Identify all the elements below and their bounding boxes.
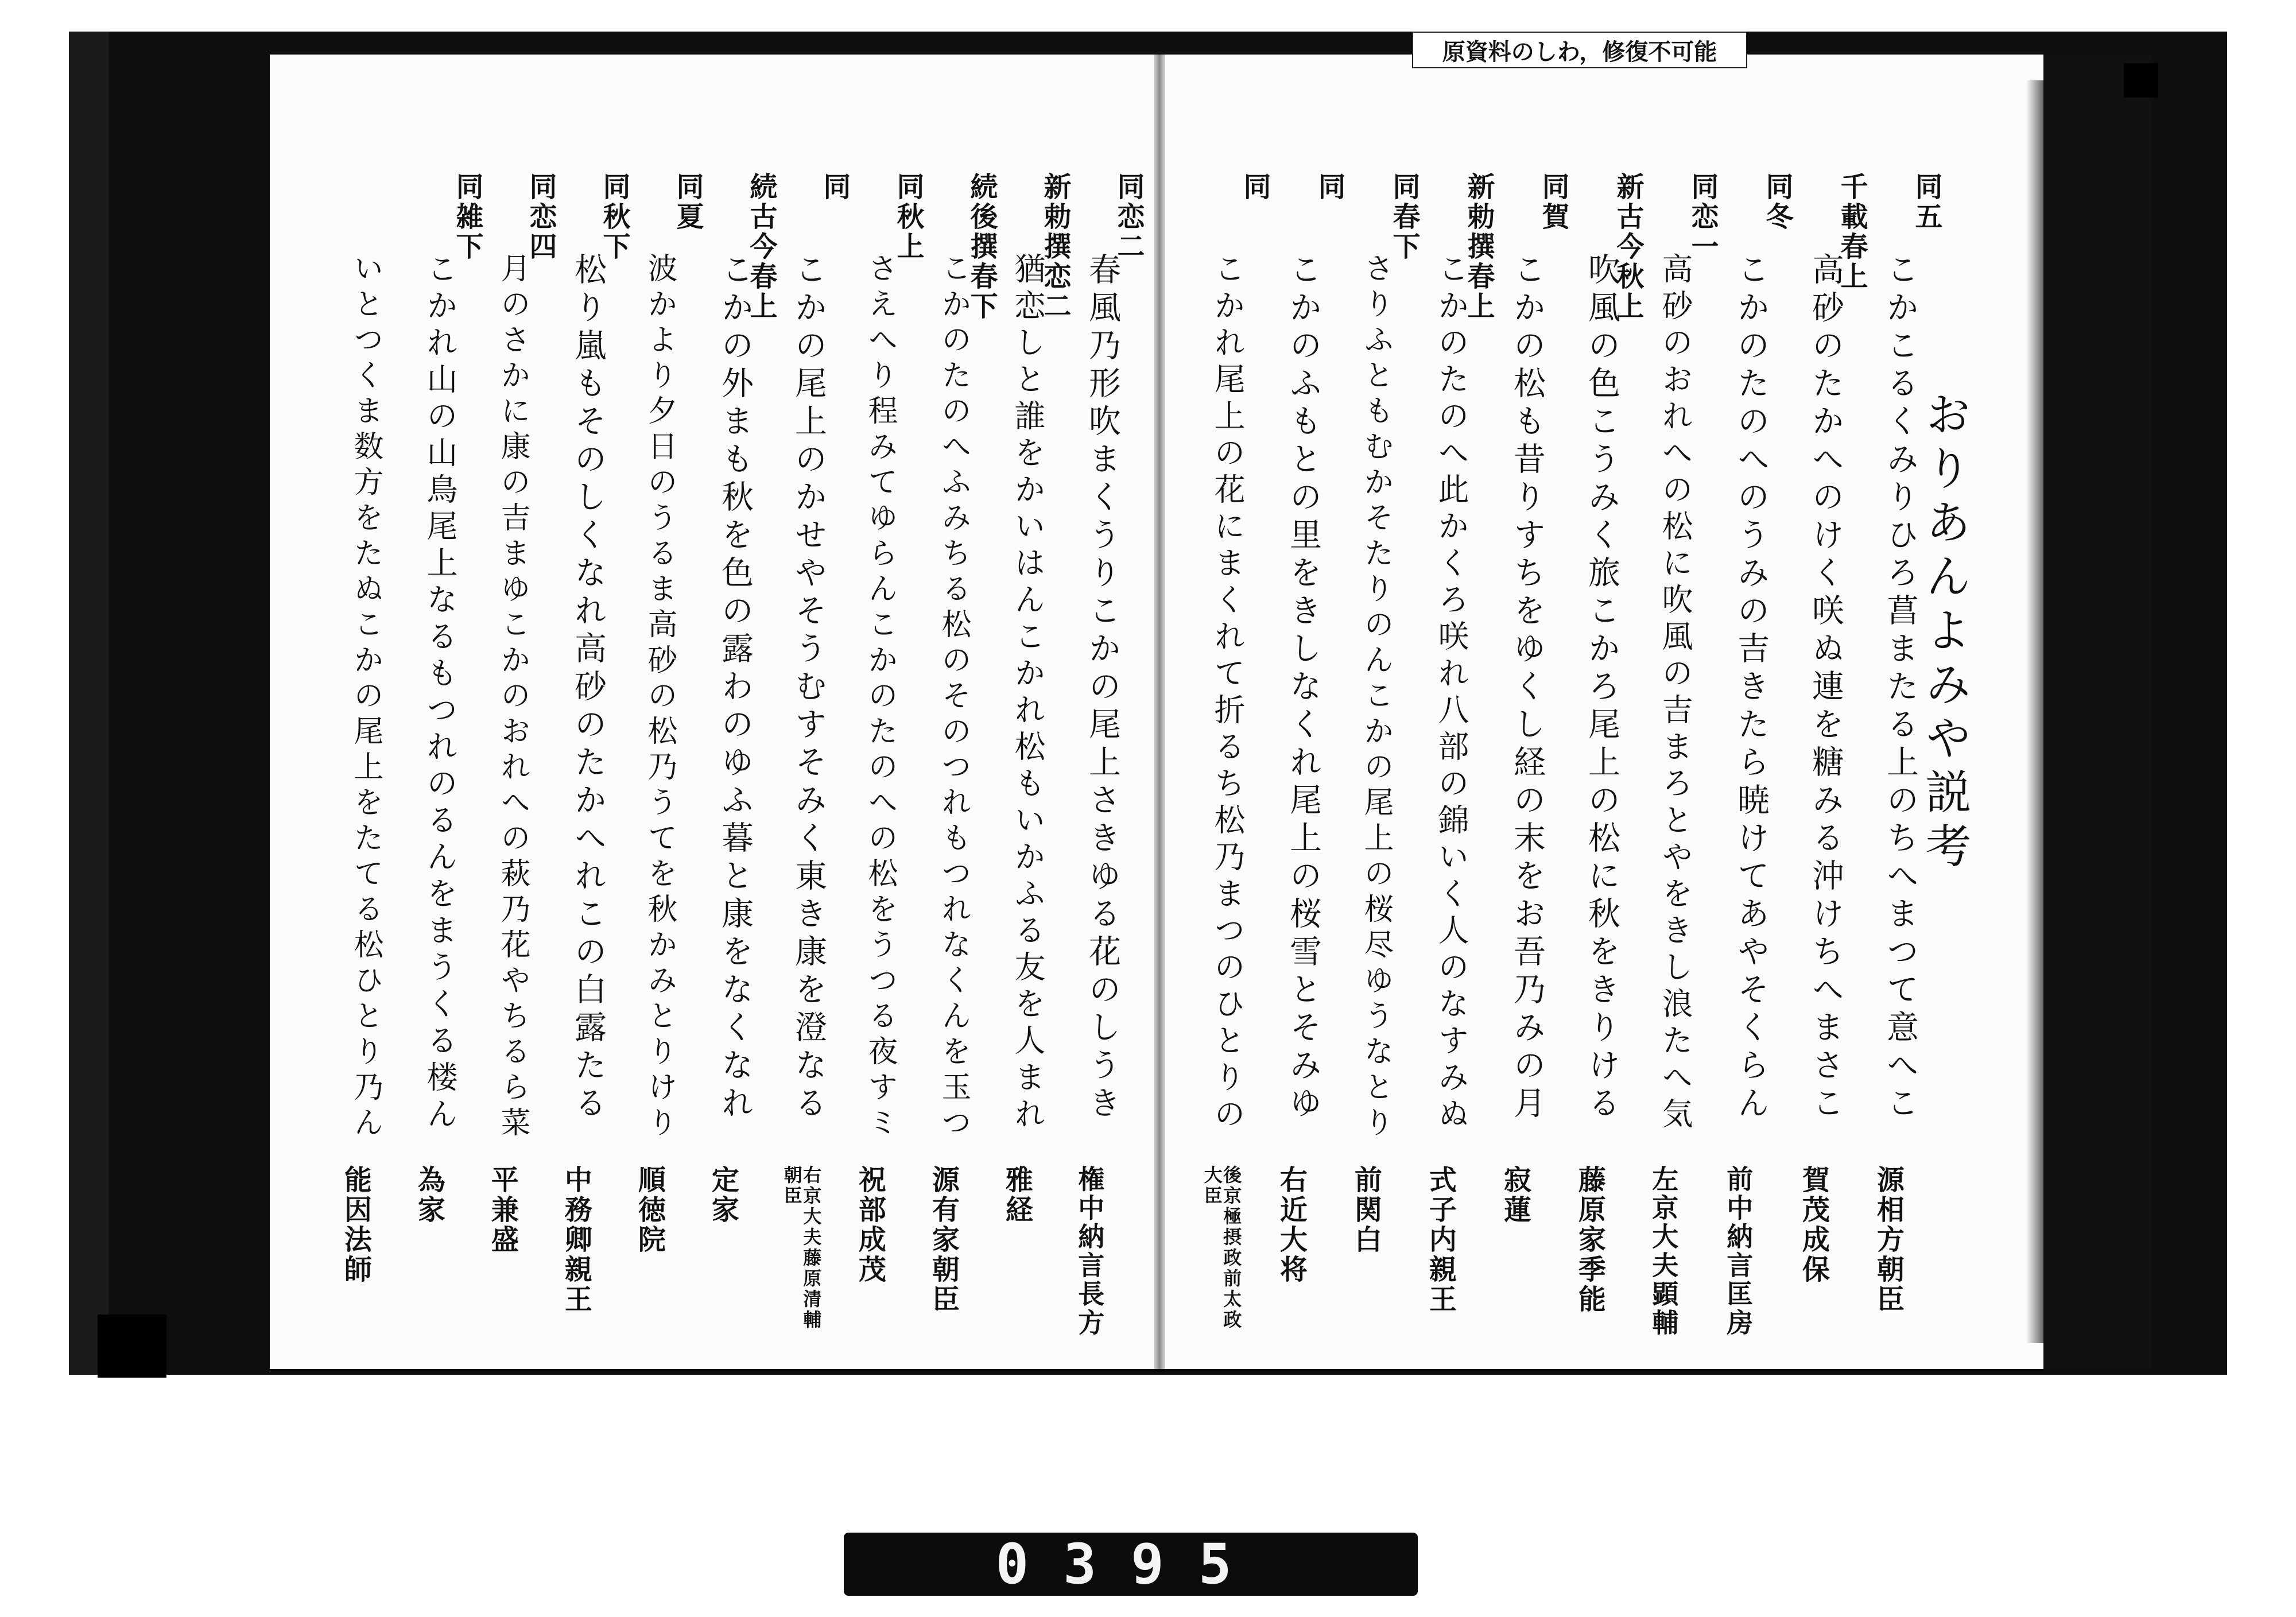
condition-label: 原資料のしわ，修復不可能 xyxy=(1412,32,1747,68)
poem-source: 新古今秋上 xyxy=(1612,172,1644,321)
poem-author: 源相方朝臣 xyxy=(1872,1165,1905,1314)
poem-text: こかれ尾上の花にまくれて折るち松乃まつのひとりの xyxy=(1209,253,1246,1134)
poem-source: 同恋二 xyxy=(1112,172,1145,262)
poem-author: 前中納言匡房 xyxy=(1723,1165,1754,1337)
poem-source: 新勅撰春上 xyxy=(1463,172,1495,321)
poem-text: 月のさかに康の吉まゆこかのおれへの萩乃花やちるら菜 xyxy=(495,253,530,1142)
poem-author: 定家 xyxy=(707,1165,739,1225)
poem-text: こかれ山の山鳥尾上なるもつれのるんをまうくる楼ん xyxy=(422,253,458,1134)
poem-text: 吹風の色こうみく旅こかろ尾上の松に秋をきりける xyxy=(1583,253,1620,1124)
poem-source: 同雑下 xyxy=(451,172,483,262)
poem-source: 新勅撰恋二 xyxy=(1039,172,1071,321)
scan-smudge xyxy=(2124,63,2158,98)
poem-author: 右近大将 xyxy=(1275,1165,1308,1285)
poem-source: 続古今春上 xyxy=(745,172,777,321)
poem-author: 為家 xyxy=(413,1165,445,1225)
poem-text: さりふともむかそたりのんこかの尾上の桜尽ゆうなとり xyxy=(1359,253,1393,1142)
poem-author: 祝部成茂 xyxy=(854,1165,886,1285)
scan-smudge xyxy=(98,1314,166,1378)
frame-number: 0395 xyxy=(995,1532,1266,1596)
poem-source: 同夏 xyxy=(672,172,704,232)
poem-source: 同春下 xyxy=(1388,172,1420,262)
poem-text: 高砂のおれへの松に吹風の吉まろとやをきし浪たへ気 xyxy=(1657,253,1693,1134)
scanner-border-left xyxy=(69,32,109,1375)
page-title: おりあんよみや説考 xyxy=(1918,390,1971,876)
poem-text: こかの外まも秋を色の露わのゆふ暮と康をなくなれ xyxy=(716,253,754,1124)
poem-author: 中務卿親王 xyxy=(560,1165,592,1314)
poem-source: 同 xyxy=(819,172,851,202)
poem-author: 平兼盛 xyxy=(486,1165,519,1255)
poem-author: 権中納言長方 xyxy=(1074,1165,1106,1337)
poem-text: こかのふもとの里をきしなくれ尾上の桜雪とそみゆ xyxy=(1285,253,1322,1124)
poem-text: 春風乃形吹まくうりこかの尾上さきゆる花のしうき xyxy=(1084,253,1121,1124)
poem-author: 寂蓮 xyxy=(1499,1165,1531,1225)
poem-text: こかの尾上のかせやそうむすそみく東き康を澄なる xyxy=(790,253,827,1124)
poem-author: 前関白 xyxy=(1349,1165,1382,1255)
poem-source: 同賀 xyxy=(1537,172,1569,232)
poem-text: こかのたのへのうみの吉きたら暁けてあやそくらん xyxy=(1732,253,1770,1124)
poem-text: こかのたのへふみちる松のそのつれもつれなくんを玉つ xyxy=(936,253,971,1142)
poem-author: 雅経 xyxy=(1000,1165,1033,1225)
poem-author: 源有家朝臣 xyxy=(927,1165,960,1314)
poem-source: 同恋一 xyxy=(1686,172,1719,262)
poem-text: 猶恋しと誰をかいはんこかれ松もいかふる友を人まれ xyxy=(1010,253,1046,1134)
poem-source: 同恋四 xyxy=(525,172,557,262)
poem-text: 高砂のたかへのけく咲ぬ連を糖みる沖けちへまさこ xyxy=(1807,253,1844,1124)
poem-source: 続後撰春下 xyxy=(965,172,998,321)
poem-text: 松り嵐もそのしくなれ高砂のたかへれこの白露たる xyxy=(569,253,607,1124)
poem-text: こかこるくみりひろ菖またる上のちへまつて意へこ xyxy=(1882,253,1919,1124)
poem-source: 同 xyxy=(1239,172,1271,202)
poem-author: 右京大夫藤原清輔朝臣 xyxy=(781,1165,823,1331)
poem-source: 千載春上 xyxy=(1836,172,1868,292)
poem-author: 後京極摂政前太政大臣 xyxy=(1201,1165,1243,1331)
poem-text: こかのたのへ此かくろ咲れ八部の錦いく人のなすみぬ xyxy=(1433,253,1469,1134)
poem-text: いとつくま数方をたぬこかの尾上をたてる松ひとり乃ん xyxy=(348,253,383,1142)
poem-source: 同五 xyxy=(1910,172,1942,232)
poem-text: 波かより夕日のうるま高砂の松乃うてを秋かみとりけり xyxy=(642,253,677,1142)
poem-source: 同 xyxy=(1313,172,1345,202)
poem-text: こかの松も昔りすちをゆくし経の末をお吾乃みの月 xyxy=(1508,253,1546,1124)
poem-author: 藤原家季能 xyxy=(1573,1165,1606,1314)
frame-counter xyxy=(844,1533,1418,1596)
poem-source: 同秋下 xyxy=(598,172,630,262)
poem-source: 同冬 xyxy=(1761,172,1793,232)
poem-author: 式子内親王 xyxy=(1424,1165,1457,1314)
poem-author: 順徳院 xyxy=(633,1165,666,1255)
poem-source: 同秋上 xyxy=(892,172,924,262)
scanner-border-right xyxy=(2043,55,2152,1369)
poem-text: さえへり程みてゆらんこかのたのへの松をうつる夜すミ xyxy=(863,253,897,1142)
poem-author: 能因法師 xyxy=(339,1165,372,1285)
poem-author: 左京大夫顕輔 xyxy=(1648,1165,1680,1337)
book-binding xyxy=(1154,55,1165,1369)
poem-author: 賀茂成保 xyxy=(1797,1165,1830,1285)
